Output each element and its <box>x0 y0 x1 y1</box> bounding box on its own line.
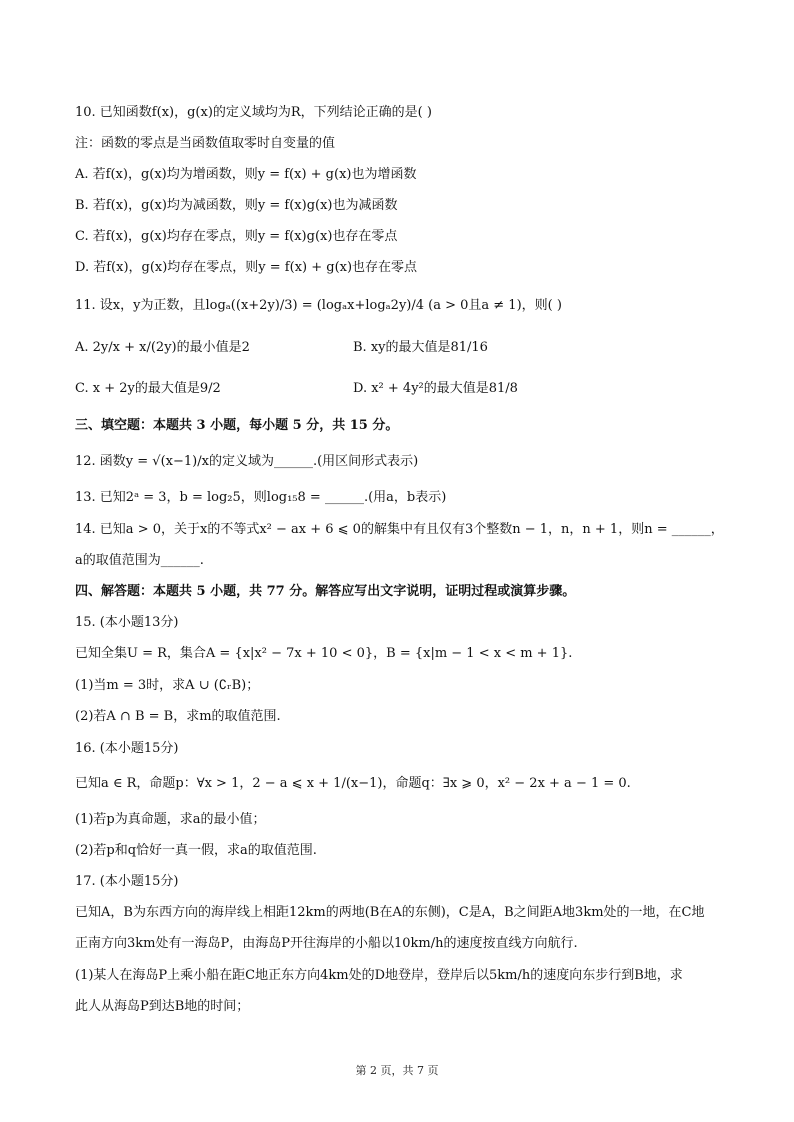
q16-title: 16. (本小题15分) <box>75 741 179 756</box>
q10-stem: 10. 已知函数f(x)，g(x)的定义域均为R，下列结论正确的是( ) <box>75 105 432 120</box>
q10-option-c: C. 若f(x)，g(x)均存在零点，则y = f(x)g(x)也存在零点 <box>75 229 398 244</box>
q17-title: 17. (本小题15分) <box>75 874 179 889</box>
q15-part2: (2)若A ∩ B = B，求m的取值范围. <box>75 709 281 724</box>
q15-part1: (1)当m = 3时，求A ∪ (∁ᵣB)； <box>75 678 260 693</box>
q11-option-c: C. x + 2y的最大值是9/2 <box>75 381 221 396</box>
q17-part1-line1: (1)某人在海岛P上乘小船在距C地正东方向4km处的D地登岸，登岸后以5km/h的速度向东步行到B地，求 <box>75 968 683 983</box>
section-3-heading: 三、填空题：本题共 3 小题，每小题 5 分，共 15 分。 <box>75 418 399 433</box>
q13: 13. 已知2ᵃ = 3，b = log₂5，则log₁₅8 = ______.(用a，b表示) <box>75 490 447 505</box>
q10-option-a: A. 若f(x)，g(x)均为增函数，则y = f(x) + g(x)也为增函数 <box>75 167 417 182</box>
q11-stem: 11. 设x，y为正数，且logₐ((x+2y)/3) = (logₐx+logₐ2y)/4 (a > 0且a ≠ 1)，则( ) <box>75 298 562 313</box>
q17-stem-line2: 正南方向3km处有一海岛P，由海岛P开往海岸的小船以10km/h的速度按直线方向航行. <box>75 936 578 951</box>
q14-line1: 14. 已知a > 0，关于x的不等式x² − ax + 6 ⩽ 0的解集中有且仅有3个整数n − 1，n，n + 1，则n = ______， <box>75 522 724 537</box>
q10-option-d: D. 若f(x)，g(x)均存在零点，则y = f(x) + g(x)也存在零点 <box>75 260 418 275</box>
q11-option-b: B. xy的最大值是81/16 <box>353 340 488 355</box>
q16-stem: 已知a ∈ R，命题p：∀x > 1，2 − a ⩽ x + 1/(x−1)，命题q：∃x ⩾ 0，x² − 2x + a − 1 = 0. <box>75 776 631 791</box>
q10-note: 注：函数的零点是当函数值取零时自变量的值 <box>75 136 336 151</box>
section-4-heading: 四、解答题：本题共 5 小题，共 77 分。解答应写出文字说明，证明过程或演算步骤。 <box>75 584 576 599</box>
q15-title: 15. (本小题13分) <box>75 615 179 630</box>
q12: 12. 函数y = √(x−1)/x的定义域为______.(用区间形式表示) <box>75 454 419 469</box>
q16-part1: (1)若p为真命题，求a的最小值； <box>75 812 266 827</box>
q17-part1-line2: 此人从海岛P到达B地的时间； <box>75 999 250 1014</box>
q11-option-a: A. 2y/x + x/(2y)的最小值是2 <box>75 340 250 355</box>
page-number-footer: 第 2 页，共 7 页 <box>355 1064 439 1077</box>
q16-part2: (2)若p和q恰好一真一假，求a的取值范围. <box>75 843 317 858</box>
q10-option-b: B. 若f(x)，g(x)均为减函数，则y = f(x)g(x)也为减函数 <box>75 198 398 213</box>
q17-stem-line1: 已知A，B为东西方向的海岸线上相距12km的两地(B在A的东侧)，C是A，B之间距A地3km处的一地，在C地 <box>75 905 705 920</box>
q15-stem: 已知全集U = R，集合A = {x|x² − 7x + 10 < 0}，B = {x|m − 1 < x < m + 1}. <box>75 646 573 661</box>
q11-option-d: D. x² + 4y²的最大值是81/8 <box>353 381 518 396</box>
q14-line2: a的取值范围为______. <box>75 553 204 568</box>
